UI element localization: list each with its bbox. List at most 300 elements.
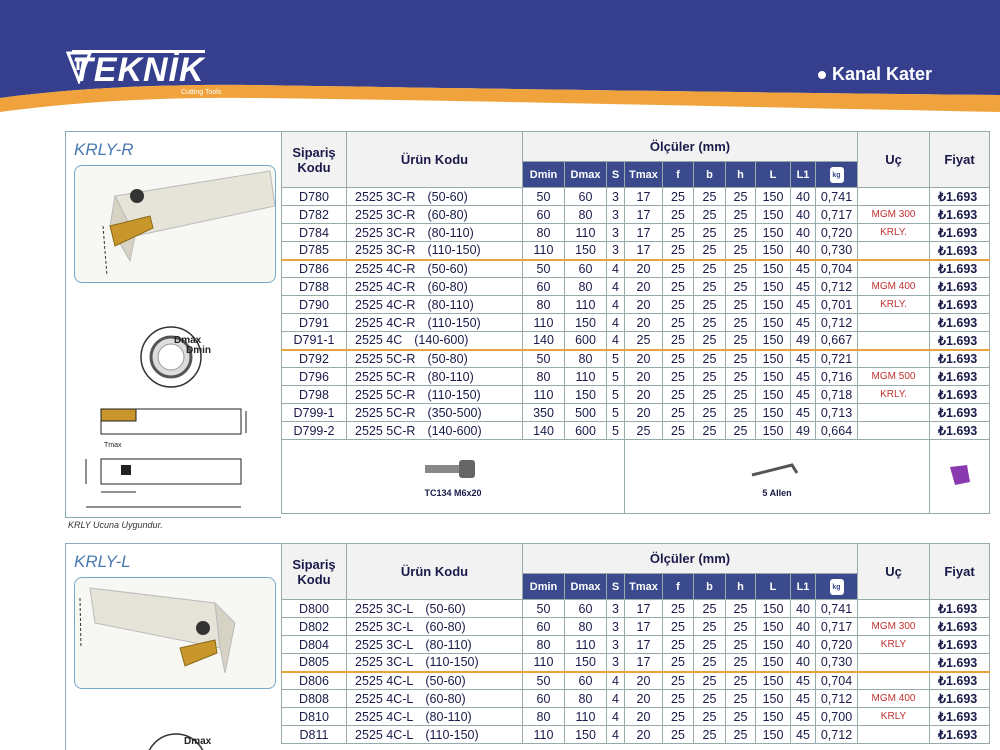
insert-cell (858, 206, 930, 224)
dmax-cell-part: 110 (575, 709, 596, 724)
h-cell (726, 224, 756, 242)
order-code-cell-part: D808 (299, 691, 329, 706)
dmin-cell-part: 80 (536, 225, 551, 240)
price-cell-part: ₺1.693 (938, 226, 978, 240)
b-cell (694, 206, 726, 224)
h-cell-part: 25 (733, 709, 748, 724)
tmax-cell-part: 25 (636, 333, 651, 348)
h-cell-part: 25 (733, 243, 748, 258)
s-cell-part: 5 (612, 423, 619, 438)
product-code-cell-part: (140-600) (427, 423, 482, 438)
product-code-cell-part: (80-110) (427, 369, 474, 384)
f-cell-part: 25 (671, 189, 685, 204)
product-code-cell-part: 2525 4C-R (355, 261, 416, 276)
tmax-cell (625, 188, 663, 206)
dmin-cell-part: 350 (533, 405, 554, 420)
s-cell (607, 654, 625, 672)
h-cell-part: 25 (733, 691, 748, 706)
order-code-cell (282, 188, 347, 206)
price-cell (930, 314, 990, 332)
tmax-cell-part: 20 (636, 691, 651, 706)
dmin-cell (523, 350, 565, 368)
weight-cell-part: 0,712 (820, 315, 853, 330)
product-code-cell (347, 708, 523, 726)
s-cell (607, 386, 625, 404)
h-cell (726, 350, 756, 368)
b-cell (694, 708, 726, 726)
s-cell (607, 708, 625, 726)
dmax-cell (565, 296, 607, 314)
allen-key-icon (747, 455, 807, 485)
tmax-cell (625, 422, 663, 440)
price-cell (930, 636, 990, 654)
tmax-cell (625, 708, 663, 726)
product-code-cell (347, 690, 523, 708)
l1-cell-part: 45 (796, 279, 810, 294)
f-cell-part: 25 (671, 423, 685, 438)
product-code-cell-part: 2525 3C-L (355, 601, 414, 616)
s-cell-part: 4 (612, 691, 619, 706)
price-cell-part: ₺1.693 (938, 728, 978, 742)
insert-cell-part: KRLY. (880, 227, 907, 238)
insert-cell (858, 350, 930, 368)
dmin-cell (523, 260, 565, 278)
f-cell (663, 422, 694, 440)
l1-cell (791, 332, 816, 350)
product-code-cell-part: (60-80) (425, 619, 466, 634)
tool-holder-image (75, 578, 276, 689)
price-cell-part: ₺1.693 (938, 262, 978, 277)
l1-cell (791, 206, 816, 224)
l-cell-part: 150 (762, 279, 784, 294)
l-cell-part: 150 (762, 405, 784, 420)
dmin-cell (523, 242, 565, 260)
order-code-cell (282, 224, 347, 242)
table-row (282, 600, 990, 618)
dmin-cell (523, 422, 565, 440)
order-code-cell (282, 368, 347, 386)
dmin-cell (523, 224, 565, 242)
b-cell (694, 404, 726, 422)
dmax-cell (565, 224, 607, 242)
price-cell-part: ₺1.693 (938, 620, 978, 634)
product-code-cell (347, 600, 523, 618)
h-cell-part: 25 (733, 351, 748, 366)
dmin-cell-part: 80 (536, 637, 551, 652)
order-code-cell (282, 636, 347, 654)
dmin-cell (523, 314, 565, 332)
krly-r-block (65, 131, 1000, 521)
b-cell (694, 690, 726, 708)
product-code-cell (347, 332, 523, 350)
product-code-cell (347, 636, 523, 654)
product-code-cell-part: 2525 4C-L (355, 709, 414, 724)
h-cell (726, 278, 756, 296)
table-row (282, 350, 990, 368)
l1-cell-part: 45 (796, 405, 810, 420)
dmax-cell-part: 80 (578, 279, 593, 294)
b-cell (694, 224, 726, 242)
l-cell-part: 150 (762, 619, 784, 634)
col-b: b (694, 162, 726, 188)
s-cell (607, 672, 625, 690)
dmax-cell-part: 60 (578, 673, 593, 688)
bullet-icon (818, 71, 826, 79)
dmax-cell-part: 150 (575, 727, 596, 742)
product-code-cell-part: 2525 4C-L (355, 673, 414, 688)
order-code-cell-part: D796 (299, 369, 329, 384)
insert-cell (858, 188, 930, 206)
table-row (282, 422, 990, 440)
product-code-cell-part: (60-80) (427, 207, 468, 222)
tmax-cell-part: 20 (636, 369, 651, 384)
l1-cell (791, 690, 816, 708)
l-cell-part: 150 (762, 297, 784, 312)
product-code-cell-part: 2525 4C-R (355, 315, 416, 330)
table-row (282, 368, 990, 386)
weight-cell (816, 618, 858, 636)
h-cell-part: 25 (733, 637, 748, 652)
product-code-cell-part: (50-60) (425, 673, 466, 688)
b-cell-part: 25 (702, 333, 717, 348)
h-cell-part: 25 (733, 655, 748, 670)
dmax-label: Dmax (174, 335, 202, 346)
l-cell (756, 600, 791, 618)
product-code-cell (347, 350, 523, 368)
product-code-cell (347, 242, 523, 260)
dmax-cell-part: 60 (578, 261, 593, 276)
dmin-cell-part: 80 (536, 709, 551, 724)
table-row (282, 690, 990, 708)
s-cell-part: 3 (612, 189, 619, 204)
price-cell (930, 726, 990, 744)
l-cell (756, 726, 791, 744)
h-cell-part: 25 (733, 405, 748, 420)
price-cell (930, 422, 990, 440)
weight-cell (816, 422, 858, 440)
product-code-cell (347, 296, 523, 314)
col-h: h (726, 574, 756, 600)
krly-r-technical-drawing (66, 287, 282, 517)
f-cell (663, 600, 694, 618)
b-cell (694, 296, 726, 314)
l-cell (756, 188, 791, 206)
h-cell (726, 404, 756, 422)
dmax-cell-part: 110 (575, 225, 596, 240)
product-code-cell-part: 2525 3C-R (355, 225, 416, 240)
product-code-cell-part: 2525 3C-R (355, 207, 416, 222)
price-cell (930, 224, 990, 242)
s-cell (607, 188, 625, 206)
b-cell (694, 278, 726, 296)
s-cell (607, 224, 625, 242)
tmax-cell (625, 224, 663, 242)
tmax-cell (625, 404, 663, 422)
dmin-cell-part: 110 (533, 315, 554, 330)
weight-cell-part: 0,712 (820, 691, 853, 706)
brand-subtitle: Cutting Tools (181, 89, 222, 96)
h-cell-part: 25 (733, 619, 748, 634)
order-code-cell-part: D792 (299, 351, 329, 366)
b-cell-part: 25 (702, 207, 717, 222)
tmax-cell (625, 314, 663, 332)
f-cell (663, 206, 694, 224)
weight-icon-label: kg (830, 579, 844, 595)
dmax-cell (565, 332, 607, 350)
dmin-cell-part: 80 (536, 369, 551, 384)
h-cell (726, 260, 756, 278)
order-code-cell (282, 672, 347, 690)
s-cell-part: 4 (612, 261, 619, 276)
f-cell-part: 25 (671, 387, 685, 402)
order-code-cell (282, 332, 347, 350)
price-cell (930, 618, 990, 636)
tmax-cell (625, 278, 663, 296)
tmax-cell-part: 20 (636, 709, 651, 724)
dmin-cell-part: 50 (536, 189, 551, 204)
s-cell (607, 206, 625, 224)
dmin-cell (523, 206, 565, 224)
dmax-cell-part: 110 (575, 297, 596, 312)
dmin-cell (523, 708, 565, 726)
tmax-cell (625, 386, 663, 404)
dmax-cell-part: 150 (575, 243, 596, 258)
l-cell (756, 422, 791, 440)
col-tmax: Tmax (625, 162, 663, 188)
b-cell-part: 25 (702, 673, 717, 688)
dmax-cell-part: 80 (578, 351, 593, 366)
f-cell-part: 25 (671, 637, 685, 652)
dmin-cell (523, 600, 565, 618)
l-cell-part: 150 (762, 601, 784, 616)
weight-icon-label: kg (830, 167, 844, 183)
l-cell-part: 150 (762, 189, 784, 204)
h-cell-part: 25 (733, 189, 748, 204)
b-cell (694, 350, 726, 368)
s-cell (607, 260, 625, 278)
tmax-cell-part: 17 (636, 601, 651, 616)
order-code-cell-part: D800 (299, 601, 329, 616)
table-row (282, 296, 990, 314)
order-code-cell (282, 726, 347, 744)
l1-cell-part: 45 (796, 387, 810, 402)
krly-r-table (281, 131, 990, 514)
dmin-cell (523, 386, 565, 404)
dmin-cell (523, 654, 565, 672)
l1-cell (791, 314, 816, 332)
product-code-cell (347, 368, 523, 386)
dmax-cell-part: 80 (578, 691, 593, 706)
weight-cell-part: 0,701 (820, 297, 853, 312)
s-cell (607, 332, 625, 350)
weight-cell-part: 0,700 (820, 709, 853, 724)
s-cell-part: 4 (612, 709, 619, 724)
dmax-cell-part: 500 (575, 405, 596, 420)
col-l: L (756, 162, 791, 188)
price-cell (930, 242, 990, 260)
col-fiyat: Fiyat (930, 132, 990, 188)
product-code-cell-part: (110-150) (427, 243, 481, 258)
order-code-cell (282, 386, 347, 404)
weight-cell (816, 296, 858, 314)
b-cell (694, 188, 726, 206)
price-cell (930, 260, 990, 278)
tmax-cell-part: 20 (636, 351, 651, 366)
b-cell-part: 25 (702, 189, 717, 204)
dmax-cell (565, 600, 607, 618)
order-code-cell (282, 350, 347, 368)
f-cell-part: 25 (671, 619, 685, 634)
f-cell-part: 25 (671, 655, 685, 670)
h-cell-part: 25 (733, 727, 748, 742)
l-cell-part: 150 (762, 727, 784, 742)
l1-cell (791, 708, 816, 726)
l-cell (756, 404, 791, 422)
col-siparis: Sipariş Kodu (282, 544, 347, 600)
s-cell (607, 618, 625, 636)
b-cell-part: 25 (702, 369, 717, 384)
s-cell-part: 4 (612, 315, 619, 330)
product-code-cell-part: (80-110) (427, 225, 474, 240)
h-cell-part: 25 (733, 297, 748, 312)
dmax-cell (565, 206, 607, 224)
l-cell (756, 260, 791, 278)
s-cell-part: 3 (612, 207, 619, 222)
l-cell-part: 150 (762, 423, 784, 438)
h-cell (726, 654, 756, 672)
l1-cell-part: 40 (796, 243, 810, 258)
order-code-cell-part: D786 (299, 261, 329, 276)
price-cell-part: ₺1.693 (938, 243, 978, 258)
col-l1: L1 (791, 162, 816, 188)
l1-cell (791, 404, 816, 422)
product-code-cell-part: (80-110) (425, 637, 472, 652)
product-code-cell-part: 2525 4C-R (355, 279, 416, 294)
dmin-cell-part: 80 (536, 297, 551, 312)
s-cell-part: 4 (612, 673, 619, 688)
h-cell (726, 708, 756, 726)
order-code-cell-part: D802 (299, 619, 329, 634)
dmax-label: Dmax (184, 736, 212, 747)
tmax-cell-part: 20 (636, 315, 651, 330)
tmax-cell (625, 260, 663, 278)
product-code-cell (347, 672, 523, 690)
krly-l-illustration-panel (65, 543, 281, 750)
f-cell-part: 25 (671, 261, 685, 276)
col-l: L (756, 574, 791, 600)
table-row (282, 672, 990, 690)
tmax-cell-part: 17 (636, 189, 651, 204)
price-cell-part: ₺1.693 (938, 316, 978, 330)
insert-cell (858, 314, 930, 332)
insert-icon (947, 462, 973, 488)
price-cell-part: ₺1.693 (938, 298, 978, 312)
insert-cell (858, 726, 930, 744)
compatibility-note: KRLY Ucuna Uygundur. (68, 520, 163, 530)
h-cell (726, 690, 756, 708)
product-code-cell-part: 2525 5C-R (355, 369, 416, 384)
h-cell (726, 672, 756, 690)
weight-cell (816, 350, 858, 368)
tmax-cell-part: 20 (636, 727, 651, 742)
col-olculer: Ölçüler (mm) (523, 132, 858, 162)
l1-cell (791, 296, 816, 314)
weight-cell-part: 0,717 (820, 207, 853, 222)
dmax-cell (565, 636, 607, 654)
f-cell-part: 25 (671, 405, 685, 420)
b-cell (694, 618, 726, 636)
f-cell-part: 25 (671, 333, 685, 348)
dmax-cell-part: 600 (575, 333, 596, 348)
dmin-cell (523, 278, 565, 296)
insert-cell-part: KRLY. (880, 299, 907, 310)
dmax-cell-part: 110 (575, 637, 596, 652)
insert-cell (858, 618, 930, 636)
dmax-cell-part: 80 (578, 619, 593, 634)
dmax-cell-part: 150 (575, 655, 596, 670)
tmax-cell-part: 17 (636, 619, 651, 634)
col-dmin: Dmin (523, 574, 565, 600)
price-cell (930, 708, 990, 726)
tmax-label: Tmax (104, 442, 122, 449)
l-cell (756, 386, 791, 404)
weight-cell (816, 726, 858, 744)
dmin-cell-part: 50 (536, 601, 551, 616)
b-cell-part: 25 (702, 619, 717, 634)
order-code-cell (282, 278, 347, 296)
b-cell-part: 25 (702, 601, 717, 616)
s-cell (607, 242, 625, 260)
s-cell (607, 278, 625, 296)
insert-cell-part: MGM 500 (871, 371, 916, 382)
price-cell-part: ₺1.693 (938, 655, 978, 670)
price-cell (930, 690, 990, 708)
dmax-cell (565, 690, 607, 708)
weight-cell-part: 0,667 (820, 333, 853, 348)
b-cell-part: 25 (702, 279, 717, 294)
b-cell-part: 25 (702, 297, 717, 312)
tmax-cell-part: 17 (636, 655, 651, 670)
l-cell-part: 150 (762, 351, 784, 366)
l-cell-part: 150 (762, 207, 784, 222)
product-code-cell-part: (110-150) (425, 727, 479, 742)
f-cell (663, 654, 694, 672)
order-code-cell-part: D785 (299, 243, 329, 258)
weight-cell-part: 0,664 (820, 423, 853, 438)
l-cell-part: 150 (762, 691, 784, 706)
s-cell-part: 5 (612, 369, 619, 384)
b-cell-part: 25 (702, 691, 717, 706)
price-cell (930, 404, 990, 422)
dmin-cell-part: 50 (536, 673, 551, 688)
dmin-cell-part: 140 (533, 423, 554, 438)
b-cell-part: 25 (702, 655, 717, 670)
f-cell (663, 708, 694, 726)
h-cell-part: 25 (733, 423, 748, 438)
insert-cell-part: MGM 400 (871, 281, 916, 292)
h-cell-part: 25 (733, 673, 748, 688)
dmax-cell-part: 150 (575, 387, 596, 402)
price-cell-part: ₺1.693 (938, 388, 978, 402)
product-code-cell (347, 188, 523, 206)
order-code-cell-part: D798 (299, 387, 329, 402)
table-row (282, 206, 990, 224)
dmax-cell (565, 368, 607, 386)
s-cell (607, 368, 625, 386)
tmax-cell (625, 350, 663, 368)
tmax-cell (625, 600, 663, 618)
product-code-cell (347, 206, 523, 224)
